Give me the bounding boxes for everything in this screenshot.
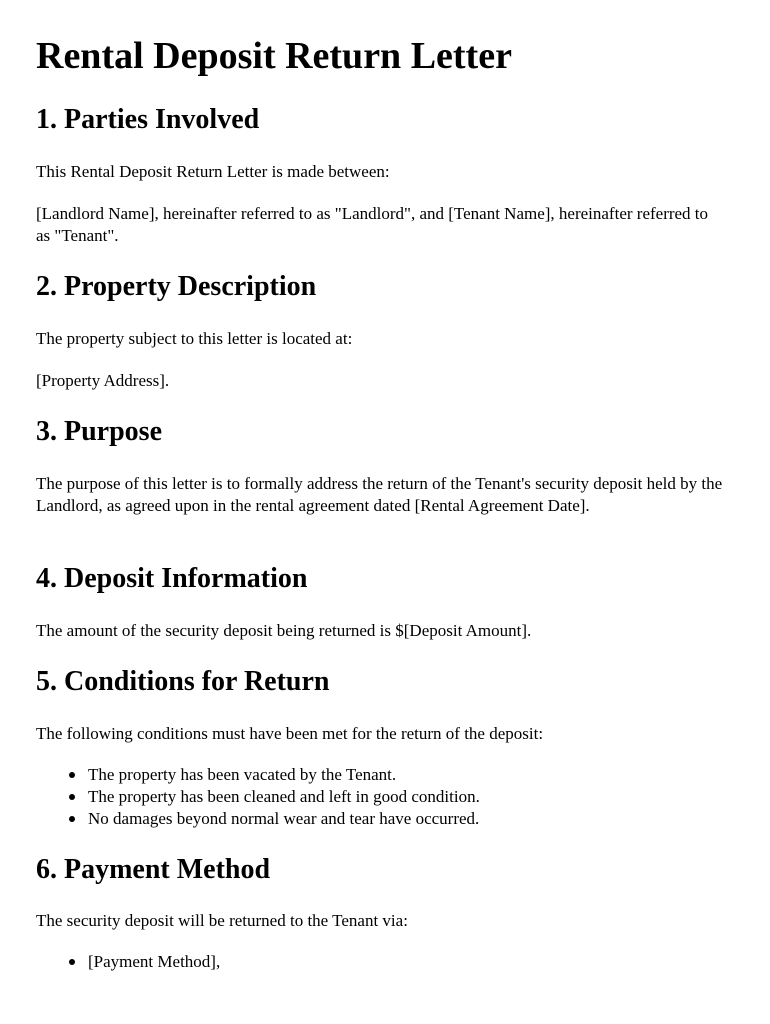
list-item: [88, 951, 728, 973]
section-heading-conditions: 5. Conditions for Return: [36, 666, 330, 697]
list-item-text: The property has been cleaned and left in good condition.: [88, 787, 480, 806]
bullet-icon: [69, 816, 75, 822]
section-paragraph: The purpose of this letter is to formally address the return of the Tenant's security deposit held by the Landlord, as agreed upon in the rental agreement dated [Rental Agreement Date].: [36, 474, 723, 515]
bullet-icon: [69, 772, 75, 778]
list-item: [88, 764, 728, 786]
document-title: Rental Deposit Return Letter: [36, 35, 512, 77]
section-paragraph: The property subject to this letter is located at:: [36, 329, 353, 348]
list-item: [88, 808, 728, 830]
list-item-text: [Payment Method],: [88, 952, 221, 971]
payment-list: [36, 951, 728, 973]
section-paragraph: The amount of the security deposit being returned is $[Deposit Amount].: [36, 621, 532, 640]
section-heading-deposit: 4. Deposit Information: [36, 563, 308, 594]
list-item-text: No damages beyond normal wear and tear have occurred.: [88, 809, 480, 828]
section-paragraph: [Landlord Name], hereinafter referred to as "Landlord", and [Tenant Name], hereinafter referred to as "Tenant".: [36, 204, 709, 245]
list-item: [88, 786, 728, 808]
section-paragraph: [Property Address].: [36, 371, 170, 390]
section-heading-purpose: 3. Purpose: [36, 416, 162, 447]
list-item-text: The property has been vacated by the Tenant.: [88, 765, 397, 784]
section-paragraph: The following conditions must have been met for the return of the deposit:: [36, 724, 544, 743]
bullet-icon: [69, 959, 75, 965]
section-paragraph: The security deposit will be returned to the Tenant via:: [36, 911, 408, 930]
section-heading-property: 2. Property Description: [36, 271, 317, 302]
conditions-list: [36, 764, 728, 830]
section-heading-payment: 6. Payment Method: [36, 854, 271, 885]
section-heading-parties: 1. Parties Involved: [36, 104, 260, 135]
bullet-icon: [69, 794, 75, 800]
section-paragraph: This Rental Deposit Return Letter is made between:: [36, 162, 390, 181]
